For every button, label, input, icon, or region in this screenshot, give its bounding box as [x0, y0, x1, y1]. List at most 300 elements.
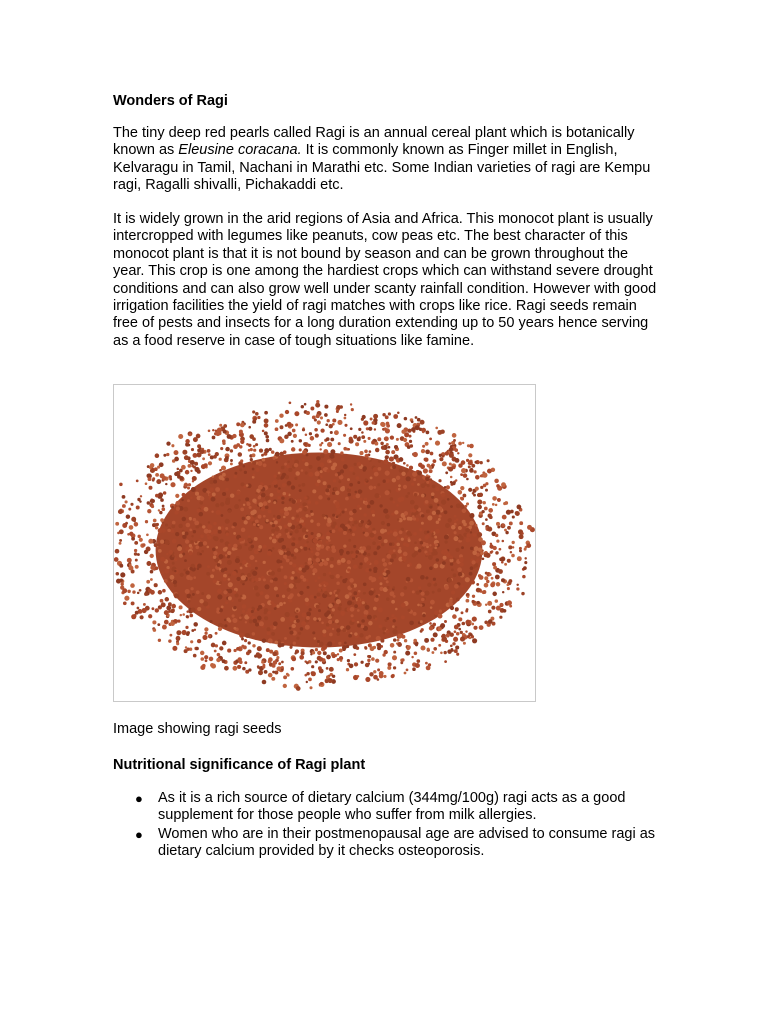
seed — [264, 616, 268, 620]
seed — [379, 576, 383, 580]
seed — [344, 641, 347, 644]
seed — [317, 640, 320, 643]
seed — [255, 519, 259, 523]
seed — [234, 472, 237, 475]
seed — [301, 483, 305, 487]
seed — [234, 504, 239, 509]
seed — [385, 450, 390, 455]
seed — [231, 599, 234, 602]
seed — [168, 602, 172, 606]
seed — [294, 652, 296, 654]
seed — [267, 551, 272, 556]
seed — [343, 464, 348, 469]
seed — [239, 616, 242, 619]
seed — [155, 473, 159, 477]
seed — [302, 502, 306, 506]
seed — [385, 479, 390, 484]
seed — [187, 499, 190, 502]
seed — [230, 449, 233, 452]
seed — [222, 577, 226, 581]
seed — [399, 468, 403, 472]
seed — [288, 595, 293, 600]
seed — [213, 579, 217, 583]
seed — [139, 500, 141, 502]
seed — [284, 507, 289, 512]
seed — [452, 642, 455, 645]
seed — [339, 405, 343, 409]
seed — [272, 524, 275, 527]
seed — [372, 541, 376, 545]
seed — [300, 627, 304, 631]
seed — [334, 430, 339, 435]
cultivation-paragraph: It is widely grown in the arid regions of Asia and Africa. This monocot plant is usually intercropped with legumes like peanuts, cow peas etc. The best character of this monocot plant is that it is not bound by season and can be grown throughout the year. This crop is one among the hardiest crops which can withstand severe drought conditions and can also grow well under scanty rainfall condition. However with good irrigation facilities the yield of ragi matches with crops like rice. Ragi seeds remain free of pests and insects for a long duration extending up to 50 years hence serving as a food reserve in case of tough situations like famine. — [113, 211, 657, 349]
seed — [176, 620, 179, 623]
seed — [414, 541, 417, 544]
seed — [485, 482, 488, 485]
seed — [212, 476, 214, 478]
seed — [460, 497, 464, 501]
seed — [225, 519, 230, 524]
seed — [393, 638, 396, 641]
seed — [420, 575, 425, 580]
seed — [164, 610, 169, 615]
seed — [320, 562, 324, 566]
seed — [256, 492, 258, 494]
seed — [457, 452, 459, 454]
seed — [158, 590, 163, 595]
seed — [374, 428, 376, 430]
seed — [164, 540, 169, 545]
seed — [216, 658, 220, 662]
seed — [512, 541, 515, 544]
seed — [318, 476, 320, 478]
seed — [442, 609, 445, 612]
seed — [364, 647, 367, 650]
seed — [368, 527, 371, 530]
seed — [491, 577, 494, 580]
seed — [396, 438, 399, 441]
seed — [158, 509, 160, 511]
seed — [220, 539, 224, 543]
seed — [379, 671, 384, 676]
seed — [252, 474, 255, 477]
seed — [519, 547, 522, 550]
seed — [264, 431, 268, 435]
seed — [479, 625, 484, 630]
seed — [443, 556, 447, 560]
seed — [205, 659, 208, 662]
seed — [469, 513, 474, 518]
seed — [312, 651, 315, 654]
seed — [367, 655, 370, 658]
seed — [341, 558, 346, 563]
seed — [433, 632, 438, 637]
seed — [306, 411, 310, 415]
seed-pile-illustration — [114, 385, 535, 701]
seed — [190, 596, 192, 598]
seed — [361, 625, 365, 629]
seed — [273, 621, 278, 626]
seed — [337, 420, 342, 425]
seed — [368, 437, 371, 440]
seed — [212, 429, 214, 431]
seed — [160, 599, 164, 603]
seed — [182, 553, 185, 556]
seed — [315, 471, 320, 476]
seed — [315, 552, 319, 556]
seed — [420, 541, 424, 545]
seed — [391, 674, 395, 678]
seed — [296, 519, 300, 523]
seed — [188, 551, 192, 555]
seed — [193, 576, 196, 579]
seed — [461, 546, 464, 549]
seed — [324, 612, 329, 617]
seed — [450, 644, 453, 647]
seed — [314, 418, 317, 421]
seed — [391, 513, 394, 516]
seed — [172, 646, 177, 651]
seed — [225, 527, 228, 530]
seed — [296, 525, 300, 529]
seed — [152, 620, 156, 624]
seed — [334, 487, 338, 491]
seed — [499, 548, 502, 551]
seed — [291, 447, 295, 451]
seed — [474, 546, 479, 551]
seed — [389, 530, 393, 534]
seed — [319, 657, 323, 661]
seed — [325, 423, 328, 426]
seed — [149, 466, 152, 469]
seed — [200, 534, 204, 538]
seed — [472, 492, 475, 495]
seed — [433, 563, 438, 568]
seed — [306, 661, 309, 664]
seed — [315, 434, 319, 438]
seed — [499, 557, 503, 561]
seed — [404, 511, 408, 515]
seed — [239, 468, 242, 471]
seed — [341, 458, 345, 462]
seed — [349, 483, 353, 487]
seed — [449, 453, 454, 458]
seed — [210, 574, 214, 578]
seed — [165, 524, 168, 527]
seed — [352, 509, 356, 513]
seed — [129, 525, 134, 530]
seed — [158, 528, 163, 533]
seed — [218, 627, 222, 631]
seed — [363, 532, 365, 534]
seed — [363, 582, 367, 586]
seed — [516, 584, 518, 586]
seed — [185, 532, 189, 536]
seed — [500, 603, 502, 605]
seed — [346, 551, 350, 555]
seed — [216, 608, 219, 611]
seed — [115, 522, 119, 526]
seed — [208, 461, 212, 465]
seed — [399, 547, 402, 550]
seed — [243, 465, 246, 468]
seed — [488, 610, 492, 614]
seed — [485, 518, 488, 521]
seed — [413, 639, 417, 643]
seed — [454, 536, 459, 541]
seed — [289, 627, 292, 630]
seed — [283, 450, 287, 454]
seed — [348, 493, 351, 496]
seed — [478, 548, 482, 552]
seed — [285, 529, 289, 533]
seed — [373, 486, 376, 489]
seed — [323, 633, 327, 637]
seed — [292, 563, 296, 567]
seed — [176, 507, 180, 511]
seed — [309, 595, 314, 600]
seed — [280, 538, 284, 542]
seed — [332, 654, 336, 658]
seed — [132, 590, 135, 593]
seed — [150, 570, 154, 574]
seed — [310, 407, 314, 411]
seed — [161, 602, 166, 607]
seed — [397, 423, 402, 428]
seed — [137, 535, 140, 538]
seed — [367, 553, 370, 556]
seed — [325, 582, 329, 586]
seed — [289, 616, 294, 621]
seed — [177, 468, 180, 471]
seed — [338, 527, 342, 531]
seed — [208, 453, 211, 456]
seed — [495, 551, 499, 555]
seed — [340, 659, 343, 662]
seed — [330, 431, 333, 434]
seed — [450, 562, 453, 565]
seed — [349, 578, 354, 583]
seed — [306, 612, 311, 617]
seed — [393, 666, 396, 669]
seed — [489, 573, 492, 576]
seed — [137, 607, 140, 610]
seed — [327, 442, 332, 447]
seed — [335, 594, 338, 597]
seed — [454, 630, 457, 633]
seed — [466, 478, 469, 481]
seed — [131, 517, 136, 522]
seed — [174, 457, 179, 462]
seed — [344, 414, 346, 416]
seed — [420, 420, 425, 425]
seed — [294, 463, 298, 467]
seed — [271, 529, 275, 533]
seed — [256, 652, 260, 656]
seed — [173, 620, 176, 623]
seed — [332, 514, 335, 517]
seed — [148, 589, 152, 593]
seed — [294, 477, 297, 480]
seed — [369, 569, 372, 572]
seed — [289, 583, 294, 588]
seed — [354, 520, 358, 524]
botanical-name: Eleusine coracana. — [178, 142, 302, 159]
seed — [496, 606, 501, 611]
seed — [348, 539, 351, 542]
seed — [417, 418, 421, 422]
seed — [268, 657, 273, 662]
seed — [136, 480, 139, 483]
seed — [170, 575, 175, 580]
seed — [488, 619, 493, 624]
seed — [281, 496, 285, 500]
seed — [364, 450, 368, 454]
seed — [228, 573, 231, 576]
seed — [193, 466, 196, 469]
seed — [157, 466, 160, 469]
seed — [429, 506, 432, 509]
seed — [182, 493, 186, 497]
seed — [398, 484, 401, 487]
seed — [332, 608, 335, 611]
seed — [363, 513, 366, 516]
seed — [397, 537, 401, 541]
seed — [277, 568, 281, 572]
seed — [375, 659, 379, 663]
seed — [393, 414, 398, 419]
seed — [281, 661, 284, 664]
seed — [302, 522, 306, 526]
seed — [348, 634, 352, 638]
seed — [301, 469, 304, 472]
seed — [192, 593, 195, 596]
seed — [353, 653, 356, 656]
seed — [390, 558, 394, 562]
seed — [142, 608, 147, 613]
seed — [388, 562, 391, 565]
seed — [431, 552, 435, 556]
seed — [121, 582, 124, 585]
seed — [304, 403, 307, 406]
seed — [388, 662, 392, 666]
seed — [470, 547, 474, 551]
seed — [329, 667, 334, 672]
seed — [336, 581, 340, 585]
seed — [401, 538, 404, 541]
seed — [204, 507, 209, 512]
seed — [255, 578, 259, 582]
seed — [287, 588, 291, 592]
seed — [369, 590, 374, 595]
seed — [195, 647, 199, 651]
seed — [293, 642, 296, 645]
seed — [269, 448, 272, 451]
seed — [326, 623, 329, 626]
seed — [312, 568, 317, 573]
seed — [124, 596, 129, 601]
seed — [250, 458, 253, 461]
seed — [354, 463, 357, 466]
seed — [233, 591, 237, 595]
seed — [444, 486, 446, 488]
seed — [391, 600, 395, 604]
seed — [442, 461, 447, 466]
seed — [455, 458, 460, 463]
seed — [295, 615, 298, 618]
seed — [358, 428, 361, 431]
seed — [144, 592, 148, 596]
seed — [284, 511, 289, 516]
seed — [231, 526, 234, 529]
seed — [147, 509, 151, 513]
seed — [201, 550, 204, 553]
seed — [174, 593, 179, 598]
seed — [482, 473, 487, 478]
seed — [184, 483, 188, 487]
seed — [365, 605, 370, 610]
seed — [373, 670, 376, 673]
seed — [349, 664, 354, 669]
seed — [233, 649, 236, 652]
seed — [332, 628, 334, 630]
seed — [442, 561, 446, 565]
seed — [156, 479, 161, 484]
seed — [298, 632, 301, 635]
seed — [264, 423, 269, 428]
seed — [191, 608, 196, 613]
seed — [162, 589, 166, 593]
seed — [472, 638, 477, 643]
seed — [247, 573, 251, 577]
seed — [245, 543, 248, 546]
seed — [493, 566, 497, 570]
section-heading: Nutritional significance of Ragi plant — [113, 757, 366, 773]
seed — [244, 639, 247, 642]
seed — [212, 436, 216, 440]
seed — [135, 565, 139, 569]
seed — [455, 609, 458, 612]
seed — [421, 514, 424, 517]
seed — [364, 501, 368, 505]
seed — [158, 606, 161, 609]
seed — [225, 478, 229, 482]
seed — [166, 606, 171, 611]
seed — [468, 525, 472, 529]
seed — [228, 619, 231, 622]
seed — [242, 560, 247, 565]
seed — [355, 550, 359, 554]
seed — [280, 566, 283, 569]
seed — [376, 636, 381, 641]
seed — [386, 580, 389, 583]
seed — [289, 646, 292, 649]
seed — [429, 465, 433, 469]
seed — [271, 632, 275, 636]
seed — [341, 613, 344, 616]
seed — [278, 472, 281, 475]
seed — [389, 591, 394, 596]
seed — [219, 646, 223, 650]
seed — [219, 424, 222, 427]
seed — [396, 543, 400, 547]
seed — [504, 529, 507, 532]
seed — [403, 586, 407, 590]
seed — [410, 509, 413, 512]
seed — [313, 555, 316, 558]
seed — [123, 601, 127, 605]
seed — [211, 497, 216, 502]
